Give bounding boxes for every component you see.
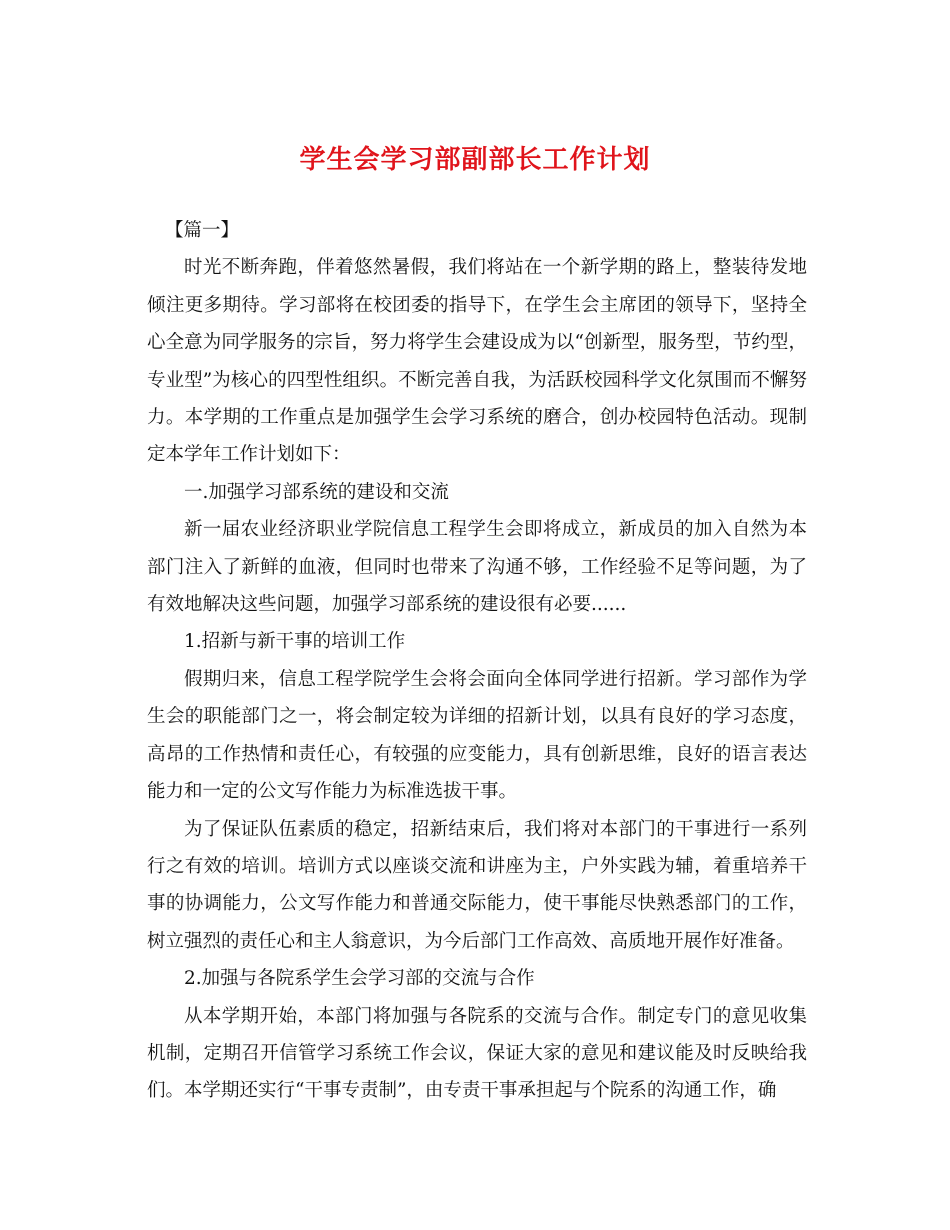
heading-item-1: 1.招新与新干事的培训工作 [184,631,406,653]
heading-section-1: 一.加强学习部系统的建设和交流 [184,481,449,503]
paragraph-recruitment: 假期归来，信息工程学院学生会将会面向全体同学进行招新。学习部作为学生会的职能部门之一，将会制定较为详细的招新计划，以具有良好的学习态度，高昂的工作热情和责任心，有较强的应变能力，具有创新思维，良好的语言表达能力和一定的公文写作能力为标准选拔干事。 [147,668,807,803]
document-title: 学生会学习部副部长工作计划 [299,145,651,175]
paragraph-intro: 时光不断奔跑，伴着悠然暑假，我们将站在一个新学期的路上，整装待发地倾注更多期待。学习部将在校团委的指导下，在学生会主席团的领导下，坚持全心全意为同学服务的宗旨，努力将学生会建设成为以“创新型，服务型，节约型，专业型”为核心的四型性组织。不断完善自我，为活跃校园科学文化氛围而不懈努力。本学期的工作重点是加强学生会学习系统的磨合，创办校园特色活动。现制定本学年工作计划如下： [147,257,807,466]
section-label: 【篇一】 [165,220,240,241]
document-body [147,212,807,1110]
paragraph-cooperation: 从本学期开始，本部门将加强与各院系的交流与合作。制定专门的意见收集机制，定期召开信管学习系统工作会议，保证大家的意见和建议能及时反映给我们。本学期还实行“干事专责制”，由专责干事承担起与个院系的沟通工作，确 [147,1005,807,1102]
paragraph-section-1: 新一届农业经济职业学院信息工程学生会即将成立，新成员的加入自然为本部门注入了新鲜的血液，但同时也带来了沟通不够，工作经验不足等问题，为了有效地解决这些问题，加强学习部系统的建设很有必要...... [147,519,807,616]
paragraph-training: 为了保证队伍素质的稳定，招新结束后，我们将对本部门的干事进行一系列行之有效的培训。培训方式以座谈交流和讲座为主，户外实践为辅，着重培养干事的协调能力，公文写作能力和普通交际能力，使干事能尽快熟悉部门的工作，树立强烈的责任心和主人翁意识，为今后部门工作高效、高质地开展作好准备。 [147,818,807,952]
heading-item-2: 2.加强与各院系学生会学习部的交流与合作 [184,968,535,990]
